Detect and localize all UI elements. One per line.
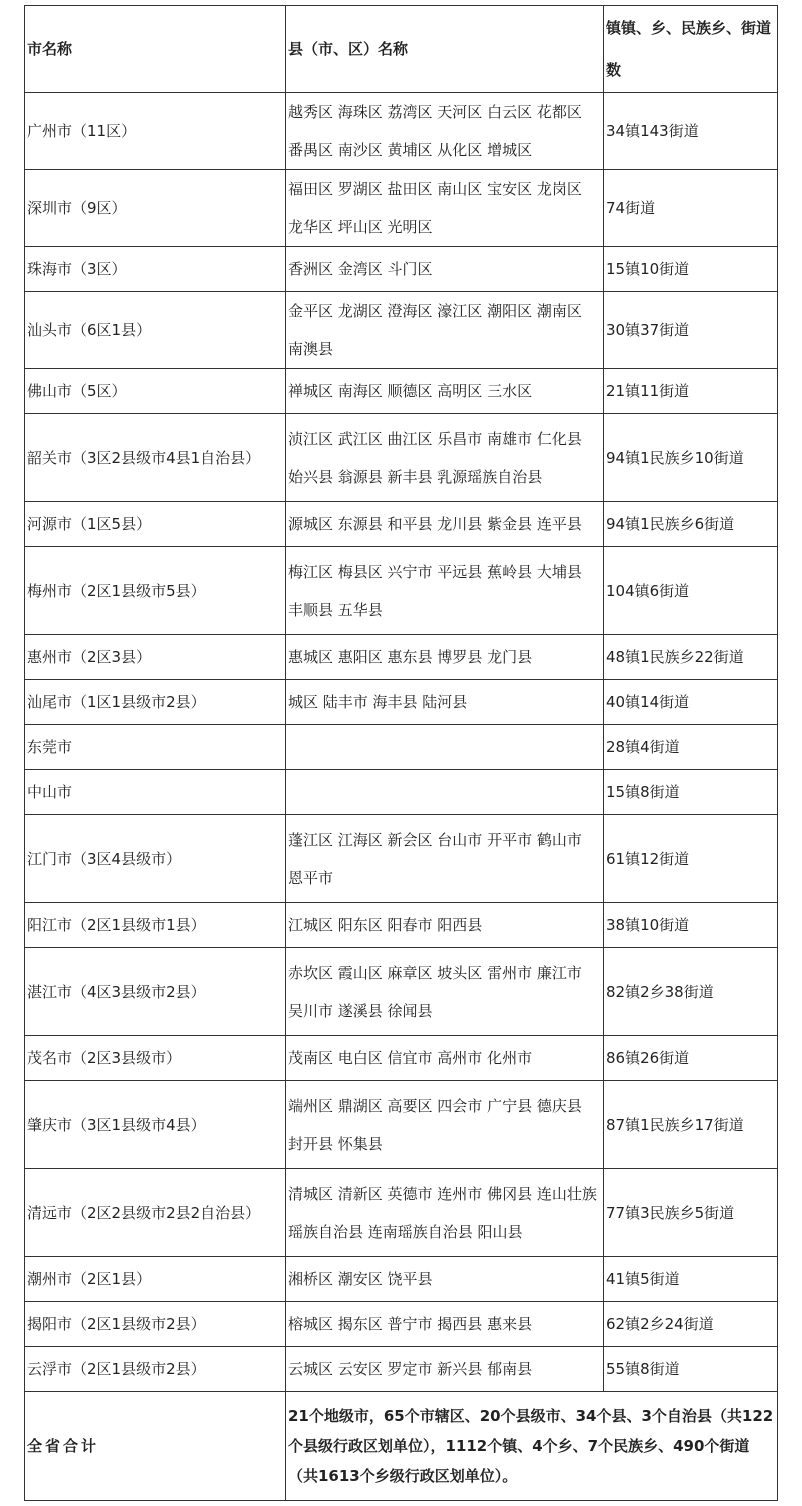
- table-row: [25, 1347, 778, 1392]
- township-count-cell: 30镇37街道: [604, 292, 778, 369]
- county-list-cell: 清城区 清新区 英德市 连州市 佛冈县 连山壮族瑶族自治县 连南瑶族自治县 阳山县: [286, 1169, 604, 1257]
- admin-divisions-table: [24, 5, 778, 1501]
- township-count-cell: 28镇4街道: [604, 725, 778, 770]
- total-label: 全省合计: [25, 1392, 286, 1501]
- county-list-cell: 浈江区 武江区 曲江区 乐昌市 南雄市 仁化县 始兴县 翁源县 新丰县 乳源瑶族自治县: [286, 414, 604, 502]
- township-count-cell: 87镇1民族乡17街道: [604, 1081, 778, 1169]
- township-count-cell: 104镇6街道: [604, 547, 778, 635]
- table-row: [25, 1257, 778, 1302]
- city-cell: 惠州市（2区3县）: [25, 635, 286, 680]
- table-row: [25, 1036, 778, 1081]
- township-count-cell: 62镇2乡24街道: [604, 1302, 778, 1347]
- table-row: [25, 170, 778, 247]
- county-list-cell: 惠城区 惠阳区 惠东县 博罗县 龙门县: [286, 635, 604, 680]
- table-row: [25, 93, 778, 170]
- township-count-cell: 94镇1民族乡10街道: [604, 414, 778, 502]
- header-township: 镇镇、乡、民族乡、街道数: [604, 6, 778, 93]
- table-row: [25, 635, 778, 680]
- header-row: [25, 6, 778, 93]
- city-cell: 江门市（3区4县级市）: [25, 815, 286, 903]
- township-count-cell: 41镇5街道: [604, 1257, 778, 1302]
- total-summary: 21个地级市，65个市辖区、20个县级市、34个县、3个自治县（共122个县级行政区划单位），1112个镇、4个乡、7个民族乡、490个街道（共1613个乡级行政区划单位）。: [286, 1392, 778, 1501]
- township-count-cell: 15镇8街道: [604, 770, 778, 815]
- header-county: 县（市、区）名称: [286, 6, 604, 93]
- county-list-cell: 湘桥区 潮安区 饶平县: [286, 1257, 604, 1302]
- township-count-cell: 15镇10街道: [604, 247, 778, 292]
- township-count-cell: 48镇1民族乡22街道: [604, 635, 778, 680]
- city-cell: 茂名市（2区3县级市）: [25, 1036, 286, 1081]
- city-cell: 东莞市: [25, 725, 286, 770]
- table-row: [25, 292, 778, 369]
- city-cell: 梅州市（2区1县级市5县）: [25, 547, 286, 635]
- table-row: [25, 547, 778, 635]
- township-count-cell: 55镇8街道: [604, 1347, 778, 1392]
- city-cell: 阳江市（2区1县级市1县）: [25, 903, 286, 948]
- township-count-cell: 38镇10街道: [604, 903, 778, 948]
- county-list-cell: 福田区 罗湖区 盐田区 南山区 宝安区 龙岗区 龙华区 坪山区 光明区: [286, 170, 604, 247]
- township-count-cell: 61镇12街道: [604, 815, 778, 903]
- township-count-cell: 82镇2乡38街道: [604, 948, 778, 1036]
- township-count-cell: 40镇14街道: [604, 680, 778, 725]
- city-cell: 云浮市（2区1县级市2县）: [25, 1347, 286, 1392]
- county-list-cell: 蓬江区 江海区 新会区 台山市 开平市 鹤山市 恩平市: [286, 815, 604, 903]
- township-count-cell: 34镇143街道: [604, 93, 778, 170]
- county-list-cell: 梅江区 梅县区 兴宁市 平远县 蕉岭县 大埔县 丰顺县 五华县: [286, 547, 604, 635]
- table-row: [25, 414, 778, 502]
- county-list-cell: 香洲区 金湾区 斗门区: [286, 247, 604, 292]
- table-row: [25, 1081, 778, 1169]
- city-cell: 潮州市（2区1县）: [25, 1257, 286, 1302]
- city-cell: 佛山市（5区）: [25, 369, 286, 414]
- table-row: [25, 369, 778, 414]
- county-list-cell: 江城区 阳东区 阳春市 阳西县: [286, 903, 604, 948]
- township-count-cell: 86镇26街道: [604, 1036, 778, 1081]
- township-count-cell: 94镇1民族乡6街道: [604, 502, 778, 547]
- county-list-cell: [286, 725, 604, 770]
- city-cell: 汕头市（6区1县）: [25, 292, 286, 369]
- city-cell: 肇庆市（3区1县级市4县）: [25, 1081, 286, 1169]
- header-city: 市名称: [25, 6, 286, 93]
- county-list-cell: 赤坎区 霞山区 麻章区 坡头区 雷州市 廉江市 吴川市 遂溪县 徐闻县: [286, 948, 604, 1036]
- table-row: [25, 815, 778, 903]
- city-cell: 广州市（11区）: [25, 93, 286, 170]
- county-list-cell: 源城区 东源县 和平县 龙川县 紫金县 连平县: [286, 502, 604, 547]
- table-row: [25, 247, 778, 292]
- county-list-cell: 越秀区 海珠区 荔湾区 天河区 白云区 花都区 番禺区 南沙区 黄埔区 从化区 增城区: [286, 93, 604, 170]
- table-row: [25, 770, 778, 815]
- city-cell: 深圳市（9区）: [25, 170, 286, 247]
- table-row: [25, 1169, 778, 1257]
- county-list-cell: 端州区 鼎湖区 高要区 四会市 广宁县 德庆县 封开县 怀集县: [286, 1081, 604, 1169]
- city-cell: 中山市: [25, 770, 286, 815]
- city-cell: 韶关市（3区2县级市4县1自治县）: [25, 414, 286, 502]
- city-cell: 珠海市（3区）: [25, 247, 286, 292]
- county-list-cell: [286, 770, 604, 815]
- township-count-cell: 74街道: [604, 170, 778, 247]
- city-cell: 清远市（2区2县级市2县2自治县）: [25, 1169, 286, 1257]
- table-row: [25, 903, 778, 948]
- table-row: [25, 948, 778, 1036]
- city-cell: 汕尾市（1区1县级市2县）: [25, 680, 286, 725]
- county-list-cell: 榕城区 揭东区 普宁市 揭西县 惠来县: [286, 1302, 604, 1347]
- city-cell: 揭阳市（2区1县级市2县）: [25, 1302, 286, 1347]
- county-list-cell: 城区 陆丰市 海丰县 陆河县: [286, 680, 604, 725]
- city-cell: 湛江市（4区3县级市2县）: [25, 948, 286, 1036]
- township-count-cell: 21镇11街道: [604, 369, 778, 414]
- county-list-cell: 金平区 龙湖区 澄海区 濠江区 潮阳区 潮南区 南澳县: [286, 292, 604, 369]
- table-row: [25, 502, 778, 547]
- county-list-cell: 禅城区 南海区 顺德区 高明区 三水区: [286, 369, 604, 414]
- table-row: [25, 1302, 778, 1347]
- total-row: [25, 1392, 778, 1501]
- county-list-cell: 茂南区 电白区 信宜市 高州市 化州市: [286, 1036, 604, 1081]
- table-row: [25, 680, 778, 725]
- county-list-cell: 云城区 云安区 罗定市 新兴县 郁南县: [286, 1347, 604, 1392]
- township-count-cell: 77镇3民族乡5街道: [604, 1169, 778, 1257]
- city-cell: 河源市（1区5县）: [25, 502, 286, 547]
- table-row: [25, 725, 778, 770]
